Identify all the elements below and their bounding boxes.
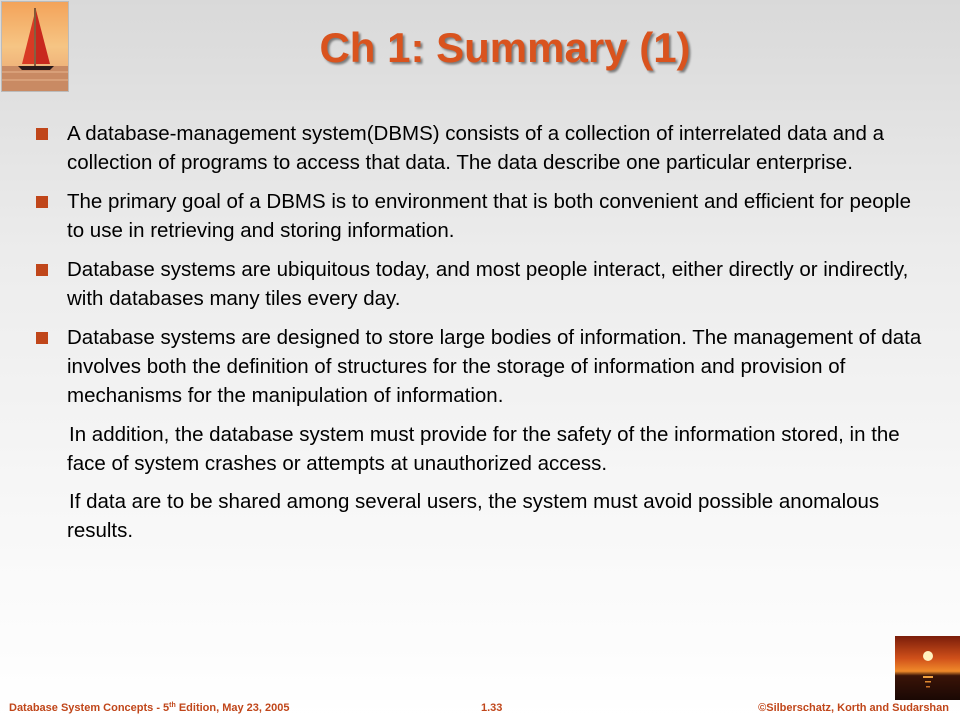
bullet-text: The primary goal of a DBMS is to environment that is both convenient and efficient for people to use in retrieving and storing information. [67,190,912,242]
bullet-item [30,119,930,177]
sunset-icon [895,636,960,700]
square-bullet-icon [36,128,48,140]
bullet-item [30,323,930,410]
sub-paragraph: In addition, the database system must provide for the safety of the information stored, in the face of system crashes or attempts at unauthorized access. [67,423,900,475]
bullet-text: Database systems are ubiquitous today, and most people interact, either directly or indirectly, with databases many tiles every day. [67,258,909,310]
footer-book-title: Database System Concepts - 5th Edition, May 23, 2005 [9,702,290,714]
slide-footer [0,700,960,720]
slide-body [30,119,930,554]
bullet-item [30,187,930,245]
bullet-text: A database-management system(DBMS) consists of a collection of interrelated data and a collection of programs to access that data. The data describe one particular enterprise. [67,122,885,174]
square-bullet-icon [36,264,48,276]
square-bullet-icon [36,196,48,208]
slide-title: Ch 1: Summary (1) [319,24,691,71]
bullet-text: Database systems are designed to store large bodies of information. The management of data involves both the definition of structures for the storage of information and provision of mechanisms for the manipulation of information. [67,326,922,407]
footer-copyright: ©Silberschatz, Korth and Sudarshan [758,702,949,714]
footer-slide-number: 1.33 [481,702,503,714]
bullet-item [30,255,930,313]
square-bullet-icon [36,332,48,344]
sub-paragraph: If data are to be shared among several users, the system must avoid possible anomalous results. [67,490,880,542]
